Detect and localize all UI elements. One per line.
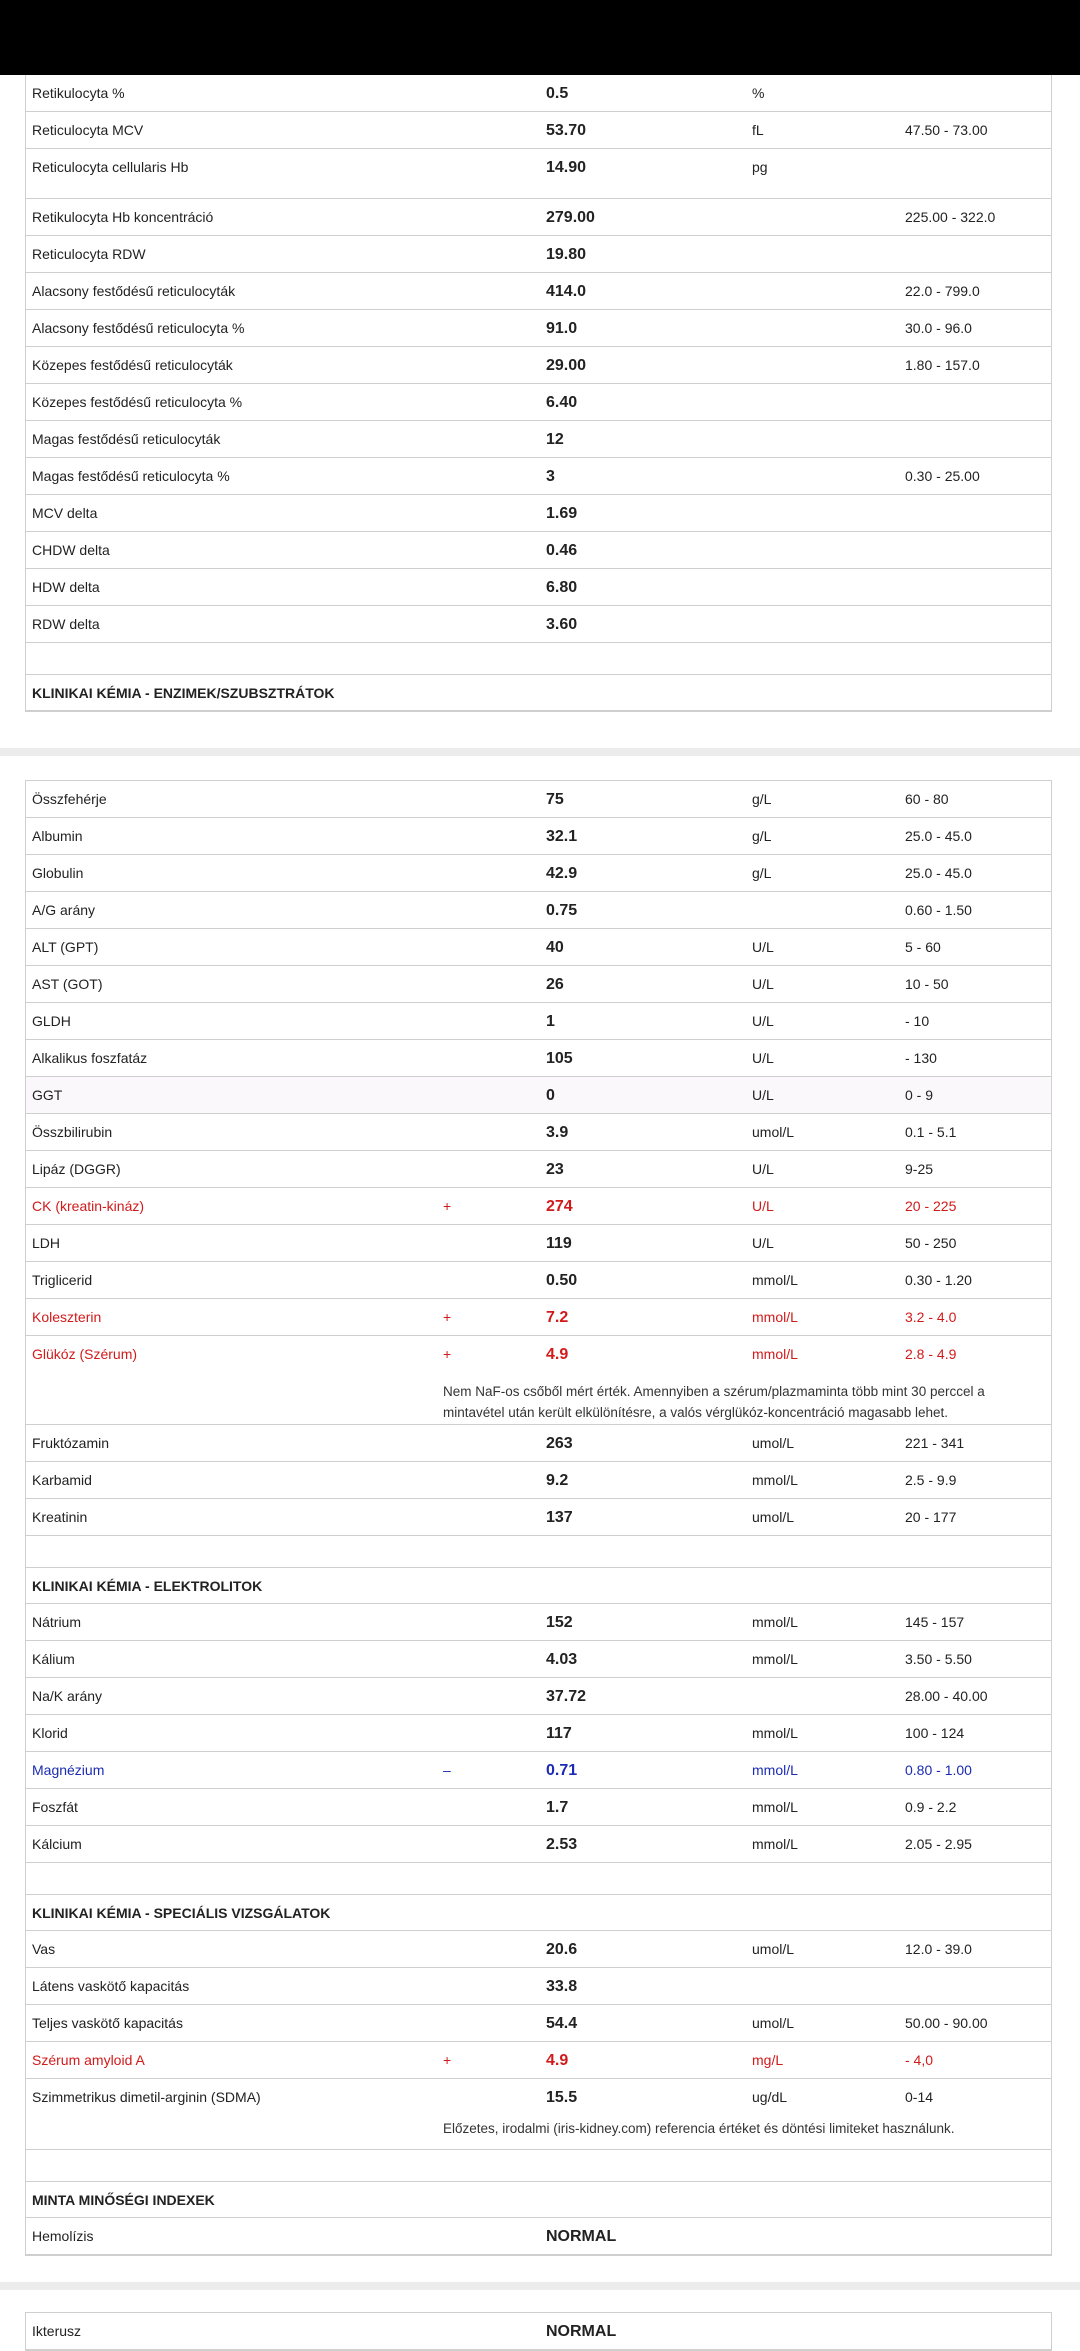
test-name: Közepes festődésű reticulocyta % — [32, 394, 243, 410]
test-reference: 22.0 - 799.0 — [905, 283, 980, 299]
section-title: KLINIKAI KÉMIA - SPECIÁLIS VIZSGÁLATOK — [32, 1905, 331, 1921]
test-reference: 20 - 225 — [905, 1198, 957, 1214]
result-row — [26, 1003, 1051, 1040]
test-reference: 2.8 - 4.9 — [905, 1346, 957, 1362]
test-unit: U/L — [752, 1198, 774, 1214]
result-row — [26, 1262, 1051, 1299]
spacer-row — [26, 2150, 1051, 2182]
test-flag-low: – — [443, 1762, 451, 1778]
result-row — [26, 532, 1051, 569]
test-name: CHDW delta — [32, 542, 110, 558]
test-value: 19.80 — [546, 246, 587, 263]
test-value: 15.5 — [546, 2089, 578, 2106]
test-unit: U/L — [752, 976, 774, 992]
result-row — [26, 273, 1051, 310]
result-row — [26, 347, 1051, 384]
test-name: Nátrium — [32, 1614, 82, 1630]
test-value: 37.72 — [546, 1688, 587, 1705]
test-value: 274 — [546, 1198, 573, 1215]
result-row — [26, 929, 1051, 966]
results-card-quality-continued — [25, 2312, 1052, 2351]
test-unit: fL — [752, 122, 764, 138]
test-name: Szimmetrikus dimetil-arginin (SDMA) — [32, 2089, 261, 2105]
test-value: 53.70 — [546, 122, 587, 139]
test-value: 4.9 — [546, 2052, 569, 2069]
test-reference: 1.80 - 157.0 — [905, 357, 980, 373]
test-value: 3.9 — [546, 1124, 569, 1141]
test-name: RDW delta — [32, 616, 100, 632]
section-header-quality — [26, 2182, 1051, 2218]
result-row-high — [26, 1299, 1051, 1336]
test-name: HDW delta — [32, 579, 100, 595]
test-name: Reticulocyta MCV — [32, 122, 144, 138]
result-row — [26, 2005, 1051, 2042]
test-reference: 60 - 80 — [905, 791, 949, 807]
test-unit: umol/L — [752, 1941, 795, 1957]
test-unit: mmol/L — [752, 1651, 798, 1667]
result-row — [26, 1604, 1051, 1641]
test-value: 1.69 — [546, 505, 578, 522]
result-row — [26, 1715, 1051, 1752]
test-reference: 225.00 - 322.0 — [905, 209, 996, 225]
result-row — [26, 606, 1051, 643]
test-name: Vas — [32, 1941, 56, 1957]
section-title: KLINIKAI KÉMIA - ENZIMEK/SZUBSZTRÁTOK — [32, 685, 335, 701]
test-value: 0.5 — [546, 85, 569, 102]
test-unit: U/L — [752, 1050, 774, 1066]
test-value: 105 — [546, 1050, 573, 1067]
test-flag-high: + — [443, 1346, 452, 1362]
result-row — [26, 384, 1051, 421]
result-row-low — [26, 1752, 1051, 1789]
test-reference: 50 - 250 — [905, 1235, 957, 1251]
test-name: Látens vaskötő kapacitás — [32, 1978, 190, 1994]
test-reference: 3.50 - 5.50 — [905, 1651, 972, 1667]
test-reference: 0.80 - 1.00 — [905, 1762, 972, 1778]
test-unit: mg/L — [752, 2052, 784, 2068]
test-unit: mmol/L — [752, 1346, 798, 1362]
test-reference: 0.60 - 1.50 — [905, 902, 972, 918]
test-unit: U/L — [752, 1087, 774, 1103]
test-value: 9.2 — [546, 1472, 569, 1489]
test-reference: - 10 — [905, 1013, 930, 1029]
test-value: 40 — [546, 939, 564, 956]
test-value: 279.00 — [546, 209, 595, 226]
test-name: Reticulocyta cellularis Hb — [32, 159, 189, 175]
test-value: 26 — [546, 976, 564, 993]
test-unit: g/L — [752, 828, 772, 844]
section-header-special — [26, 1895, 1051, 1931]
test-name: ALT (GPT) — [32, 939, 99, 955]
test-reference: - 4,0 — [905, 2052, 934, 2068]
result-row — [26, 892, 1051, 929]
test-name: Kálium — [32, 1651, 75, 1667]
test-unit: U/L — [752, 1161, 774, 1177]
test-reference: 2.5 - 9.9 — [905, 1472, 957, 1488]
test-value: 29.00 — [546, 357, 587, 374]
test-flag-high: + — [443, 1198, 452, 1214]
result-row — [26, 1462, 1051, 1499]
test-name: Triglicerid — [32, 1272, 93, 1288]
spacer-row — [26, 1863, 1051, 1895]
result-row-high — [26, 1336, 1051, 1373]
result-row — [26, 495, 1051, 532]
result-row — [26, 112, 1051, 149]
test-reference: 100 - 124 — [905, 1725, 965, 1741]
test-name: Glükóz (Szérum) — [32, 1346, 138, 1362]
test-value: 152 — [546, 1614, 573, 1631]
test-unit: g/L — [752, 865, 772, 881]
test-name: Magas festődésű reticulocyta % — [32, 468, 230, 484]
test-value: 2.53 — [546, 1836, 578, 1853]
test-unit: mmol/L — [752, 1472, 798, 1488]
test-name: Összfehérje — [32, 791, 107, 807]
test-name: GGT — [32, 1087, 63, 1103]
section-header-electrolytes — [26, 1568, 1051, 1604]
test-value: 263 — [546, 1435, 573, 1452]
spacer-row — [26, 643, 1051, 675]
test-unit: % — [752, 85, 765, 101]
section-header-enzymes — [26, 675, 1051, 711]
test-unit: ug/dL — [752, 2089, 788, 2105]
test-reference: 3.2 - 4.0 — [905, 1309, 957, 1325]
test-value: 414.0 — [546, 283, 587, 300]
test-name: GLDH — [32, 1013, 71, 1029]
test-reference: 0.1 - 5.1 — [905, 1124, 957, 1140]
test-name: Kreatinin — [32, 1509, 88, 1525]
test-reference: 0.30 - 25.00 — [905, 468, 980, 484]
test-flag-high: + — [443, 2052, 452, 2068]
test-name: Ikterusz — [32, 2323, 82, 2339]
test-reference: 12.0 - 39.0 — [905, 1941, 972, 1957]
test-unit: mmol/L — [752, 1836, 798, 1852]
result-row — [26, 2313, 1051, 2350]
results-card-chemistry — [25, 780, 1052, 2256]
test-name: CK (kreatin-kináz) — [32, 1198, 145, 1214]
test-reference: 30.0 - 96.0 — [905, 320, 972, 336]
result-row — [26, 855, 1051, 892]
test-name: Klorid — [32, 1725, 68, 1741]
test-reference: 0.30 - 1.20 — [905, 1272, 972, 1288]
test-value: 0 — [546, 1087, 555, 1104]
test-value: 32.1 — [546, 828, 578, 845]
test-reference: 25.0 - 45.0 — [905, 828, 972, 844]
test-name: Kálcium — [32, 1836, 82, 1852]
test-name: Teljes vaskötő kapacitás — [32, 2015, 183, 2031]
test-name: Retikulocyta Hb koncentráció — [32, 209, 214, 225]
result-row — [26, 1225, 1051, 1262]
result-row — [26, 1789, 1051, 1826]
test-unit: umol/L — [752, 1509, 795, 1525]
test-name: Globulin — [32, 865, 84, 881]
test-value: 54.4 — [546, 2015, 578, 2032]
test-value: 119 — [546, 1235, 572, 1252]
test-value: 117 — [546, 1725, 572, 1742]
result-row — [26, 236, 1051, 273]
result-row — [26, 199, 1051, 236]
result-row — [26, 1678, 1051, 1715]
test-name: Reticulocyta RDW — [32, 246, 146, 262]
test-reference: 145 - 157 — [905, 1614, 965, 1630]
result-row-high — [26, 2042, 1051, 2079]
test-unit: umol/L — [752, 2015, 795, 2031]
test-reference: 0-14 — [905, 2089, 934, 2105]
result-row — [26, 1114, 1051, 1151]
test-unit: U/L — [752, 939, 774, 955]
test-value: 0.50 — [546, 1272, 578, 1289]
test-value: 42.9 — [546, 865, 578, 882]
test-reference: 0 - 9 — [905, 1087, 934, 1103]
test-name: LDH — [32, 1235, 61, 1251]
test-name: Retikulocyta % — [32, 85, 125, 101]
test-reference: 20 - 177 — [905, 1509, 957, 1525]
result-row — [26, 1499, 1051, 1536]
test-reference: 2.05 - 2.95 — [905, 1836, 972, 1852]
test-value: 3 — [546, 468, 555, 485]
spacer-row — [26, 1536, 1051, 1568]
test-name: Magnézium — [32, 1762, 105, 1778]
test-name: Albumin — [32, 828, 83, 844]
test-value: 137 — [546, 1509, 573, 1526]
test-value: 33.8 — [546, 1978, 578, 1995]
test-name: Szérum amyloid A — [32, 2052, 145, 2068]
result-row — [26, 1425, 1051, 1462]
test-flag-high: + — [443, 1309, 452, 1325]
section-title: KLINIKAI KÉMIA - ELEKTROLITOK — [32, 1578, 263, 1594]
test-reference: 10 - 50 — [905, 976, 949, 992]
result-row — [26, 149, 1051, 199]
test-reference: 47.50 - 73.00 — [905, 122, 988, 138]
test-name: Koleszterin — [32, 1309, 102, 1325]
test-name: Lipáz (DGGR) — [32, 1161, 121, 1177]
test-name: A/G arány — [32, 902, 96, 918]
test-reference: 5 - 60 — [905, 939, 941, 955]
test-value: 91.0 — [546, 320, 578, 337]
test-unit: mmol/L — [752, 1762, 798, 1778]
test-reference: 25.0 - 45.0 — [905, 865, 972, 881]
result-row — [26, 75, 1051, 112]
test-value: NORMAL — [546, 2228, 617, 2245]
test-name: AST (GOT) — [32, 976, 103, 992]
test-unit: U/L — [752, 1013, 774, 1029]
test-unit: umol/L — [752, 1124, 795, 1140]
test-value: 23 — [546, 1161, 564, 1178]
card-separator — [0, 2282, 1080, 2290]
test-value: 4.9 — [546, 1346, 569, 1363]
test-unit: mmol/L — [752, 1725, 798, 1741]
result-row — [26, 1641, 1051, 1678]
test-name: Közepes festődésű reticulocyták — [32, 357, 233, 373]
test-name: Na/K arány — [32, 1688, 103, 1704]
test-value: NORMAL — [546, 2323, 617, 2340]
result-row-high — [26, 1188, 1051, 1225]
test-unit: g/L — [752, 791, 772, 807]
test-unit: mmol/L — [752, 1614, 798, 1630]
test-value: 0.71 — [546, 1762, 578, 1779]
test-value: 1.7 — [546, 1799, 569, 1816]
test-unit: U/L — [752, 1235, 774, 1251]
test-value: 7.2 — [546, 1309, 569, 1326]
test-reference: 28.00 - 40.00 — [905, 1688, 988, 1704]
test-value: 3.60 — [546, 616, 578, 633]
result-row — [26, 421, 1051, 458]
test-reference: - 130 — [905, 1050, 937, 1066]
result-row — [26, 458, 1051, 495]
result-row — [26, 1826, 1051, 1863]
card-separator — [0, 748, 1080, 756]
test-value: 14.90 — [546, 159, 587, 176]
test-name: Alacsony festődésű reticulocyta % — [32, 320, 245, 336]
test-unit: mmol/L — [752, 1309, 798, 1325]
test-unit: mmol/L — [752, 1272, 798, 1288]
test-reference: 9-25 — [905, 1161, 934, 1177]
test-name: Összbilirubin — [32, 1124, 113, 1140]
section-title: MINTA MINŐSÉGI INDEXEK — [32, 2192, 215, 2208]
test-value: 0.46 — [546, 542, 578, 559]
result-row — [26, 1931, 1051, 1968]
test-value: 0.75 — [546, 902, 578, 919]
glucose-note: Nem NaF-os csőből mért érték. Amennyiben a szérum/plazmaminta több mint 30 perccel a mintavétel után került elkülönítésre, a valós vérglükóz-koncentráció magasabb lehet. — [26, 1373, 1051, 1425]
result-row — [26, 2218, 1051, 2255]
result-row — [26, 569, 1051, 606]
test-reference: 221 - 341 — [905, 1435, 965, 1451]
test-unit: mmol/L — [752, 1799, 798, 1815]
test-name: Hemolízis — [32, 2228, 94, 2244]
test-value: 6.40 — [546, 394, 578, 411]
result-row — [26, 818, 1051, 855]
test-value: 20.6 — [546, 1941, 578, 1958]
test-unit: pg — [752, 159, 768, 175]
result-row — [26, 2079, 1051, 2116]
test-name: Karbamid — [32, 1472, 92, 1488]
test-name: MCV delta — [32, 505, 98, 521]
test-name: Fruktózamin — [32, 1435, 110, 1451]
test-reference: 50.00 - 90.00 — [905, 2015, 988, 2031]
result-row — [26, 966, 1051, 1003]
test-reference: 0.9 - 2.2 — [905, 1799, 957, 1815]
result-row — [26, 1968, 1051, 2005]
test-value: 1 — [546, 1013, 555, 1030]
test-name: Alacsony festődésű reticulocyták — [32, 283, 236, 299]
result-row — [26, 1151, 1051, 1188]
status-bar — [0, 0, 1080, 75]
result-row — [26, 1040, 1051, 1077]
test-name: Magas festődésű reticulocyták — [32, 431, 221, 447]
test-value: 6.80 — [546, 579, 578, 596]
test-name: Foszfát — [32, 1799, 78, 1815]
test-value: 4.03 — [546, 1651, 578, 1668]
result-row — [26, 310, 1051, 347]
test-unit: umol/L — [752, 1435, 795, 1451]
test-name: Alkalikus foszfatáz — [32, 1050, 148, 1066]
result-row — [26, 781, 1051, 818]
test-value: 75 — [546, 791, 564, 808]
test-value: 12 — [546, 431, 564, 448]
sdma-note: Előzetes, irodalmi (iris-kidney.com) referencia értéket és döntési limiteket használunk. — [26, 2116, 1051, 2150]
results-card-reticulocytes — [25, 75, 1052, 712]
result-row — [26, 1077, 1051, 1114]
